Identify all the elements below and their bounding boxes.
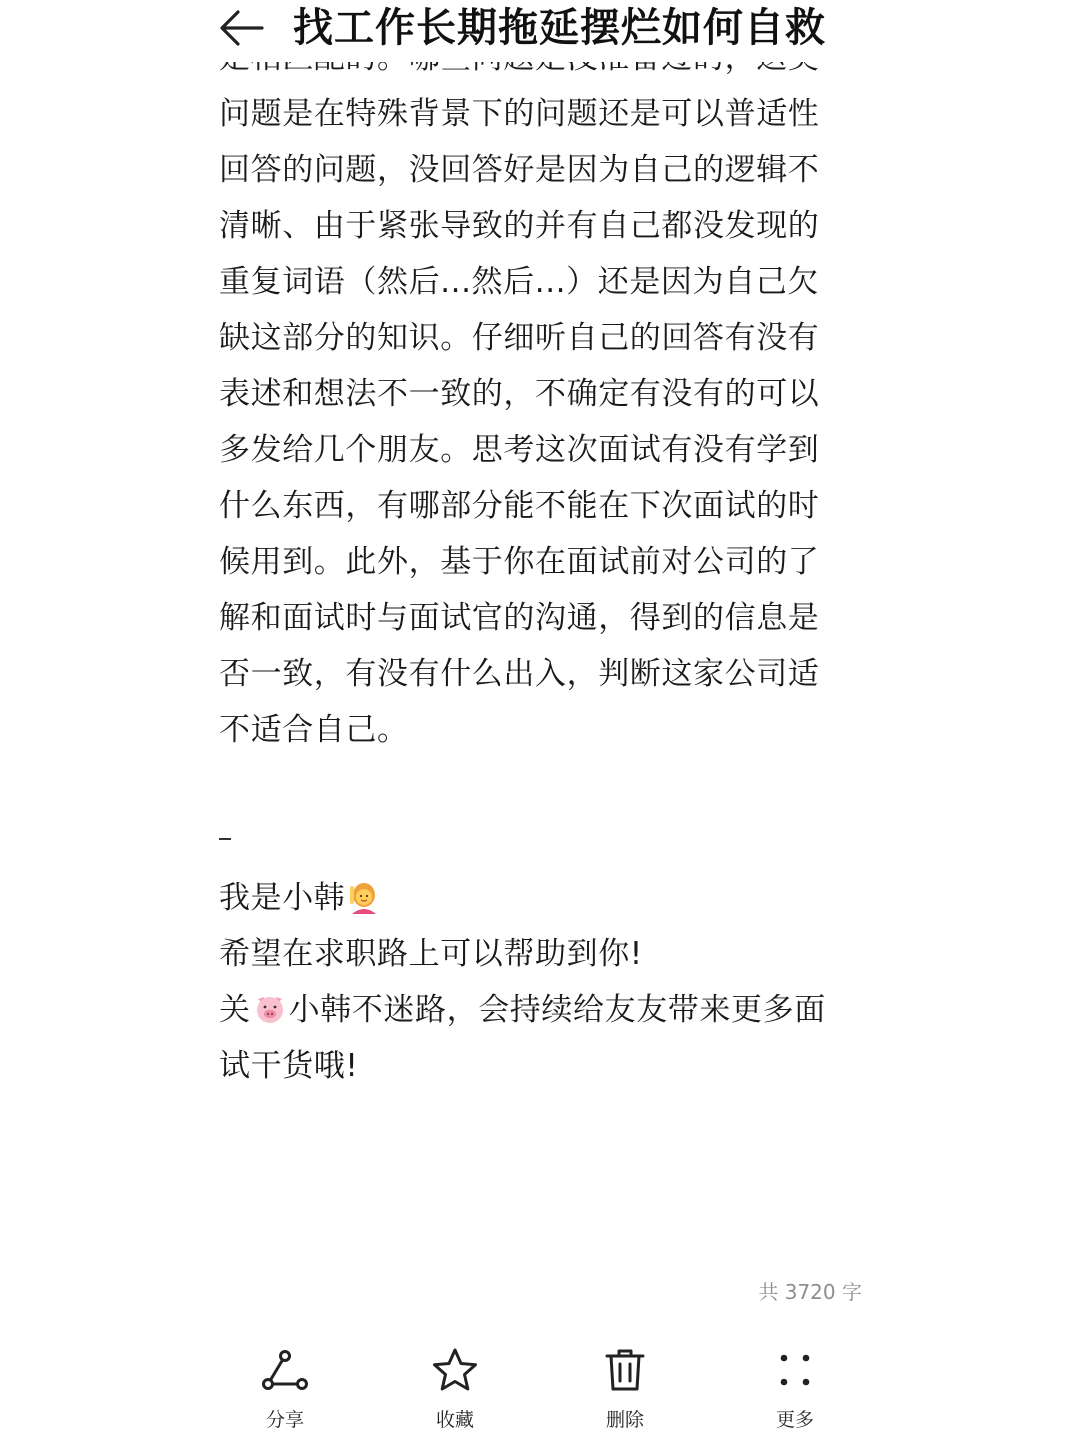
arrow-left-icon <box>218 8 266 48</box>
delete-button[interactable] <box>580 1345 670 1432</box>
body-line: 不适合自己。 <box>219 712 409 748</box>
top-bar <box>0 0 1080 62</box>
back-button[interactable] <box>214 4 270 52</box>
bottom-toolbar <box>0 1345 1080 1440</box>
divider-dash <box>219 814 859 870</box>
favorite-label: 收藏 <box>435 1409 474 1431</box>
note-body <box>219 62 859 1252</box>
body-line: 回答的问题，没回答好是因为自己的逻辑不 <box>219 152 820 188</box>
favorite-button[interactable] <box>410 1345 500 1432</box>
more-button[interactable] <box>750 1345 840 1432</box>
partial-text-line <box>219 62 859 86</box>
body-line: 候用到。此外，基于你在面试前对公司的了 <box>219 544 820 580</box>
more-label: 更多 <box>775 1409 814 1431</box>
body-line: 问题是在特殊背景下的问题还是可以普适性 <box>219 96 820 132</box>
intro-line: 我是小韩 <box>219 870 859 926</box>
body-line: 什么东西，有哪部分能不能在下次面试的时 <box>219 488 820 524</box>
pig-face-emoji <box>253 992 287 1026</box>
blank-line <box>219 758 859 814</box>
follow-line: 关 小韩不迷路，会持续给友友带来更多面 <box>219 992 826 1028</box>
word-count: 共 3720 字 <box>758 1280 862 1304</box>
follow-line-end: 试干货哦! <box>219 1048 359 1084</box>
share-button[interactable] <box>240 1345 330 1432</box>
raising-hand-woman-emoji <box>347 880 381 914</box>
body-line: 表述和想法不一致的，不确定有没有的可以 <box>219 376 820 412</box>
share-label: 分享 <box>265 1409 304 1431</box>
wish-line: 希望在求职路上可以帮助到你! <box>219 936 643 972</box>
more-dots-icon <box>775 1350 815 1390</box>
trash-icon <box>603 1347 647 1393</box>
body-line: 重复词语（然后...然后...）还是因为自己欠 <box>219 264 819 300</box>
body-line: 否一致，有没有什么出入，判断这家公司适 <box>219 656 820 692</box>
share-icon <box>261 1348 309 1392</box>
body-line: 解和面试时与面试官的沟通，得到的信息是 <box>219 600 820 636</box>
body-line: 多发给几个朋友。思考这次面试有没有学到 <box>219 432 820 468</box>
body-line: 缺这部分的知识。仔细听自己的回答有没有 <box>219 320 820 356</box>
delete-label: 删除 <box>605 1409 644 1431</box>
page-title: 找工作长期拖延摆烂如何自救 <box>293 5 826 51</box>
star-icon <box>431 1347 479 1393</box>
body-line: 清晰、由于紧张导致的并有自己都没发现的 <box>219 208 820 244</box>
